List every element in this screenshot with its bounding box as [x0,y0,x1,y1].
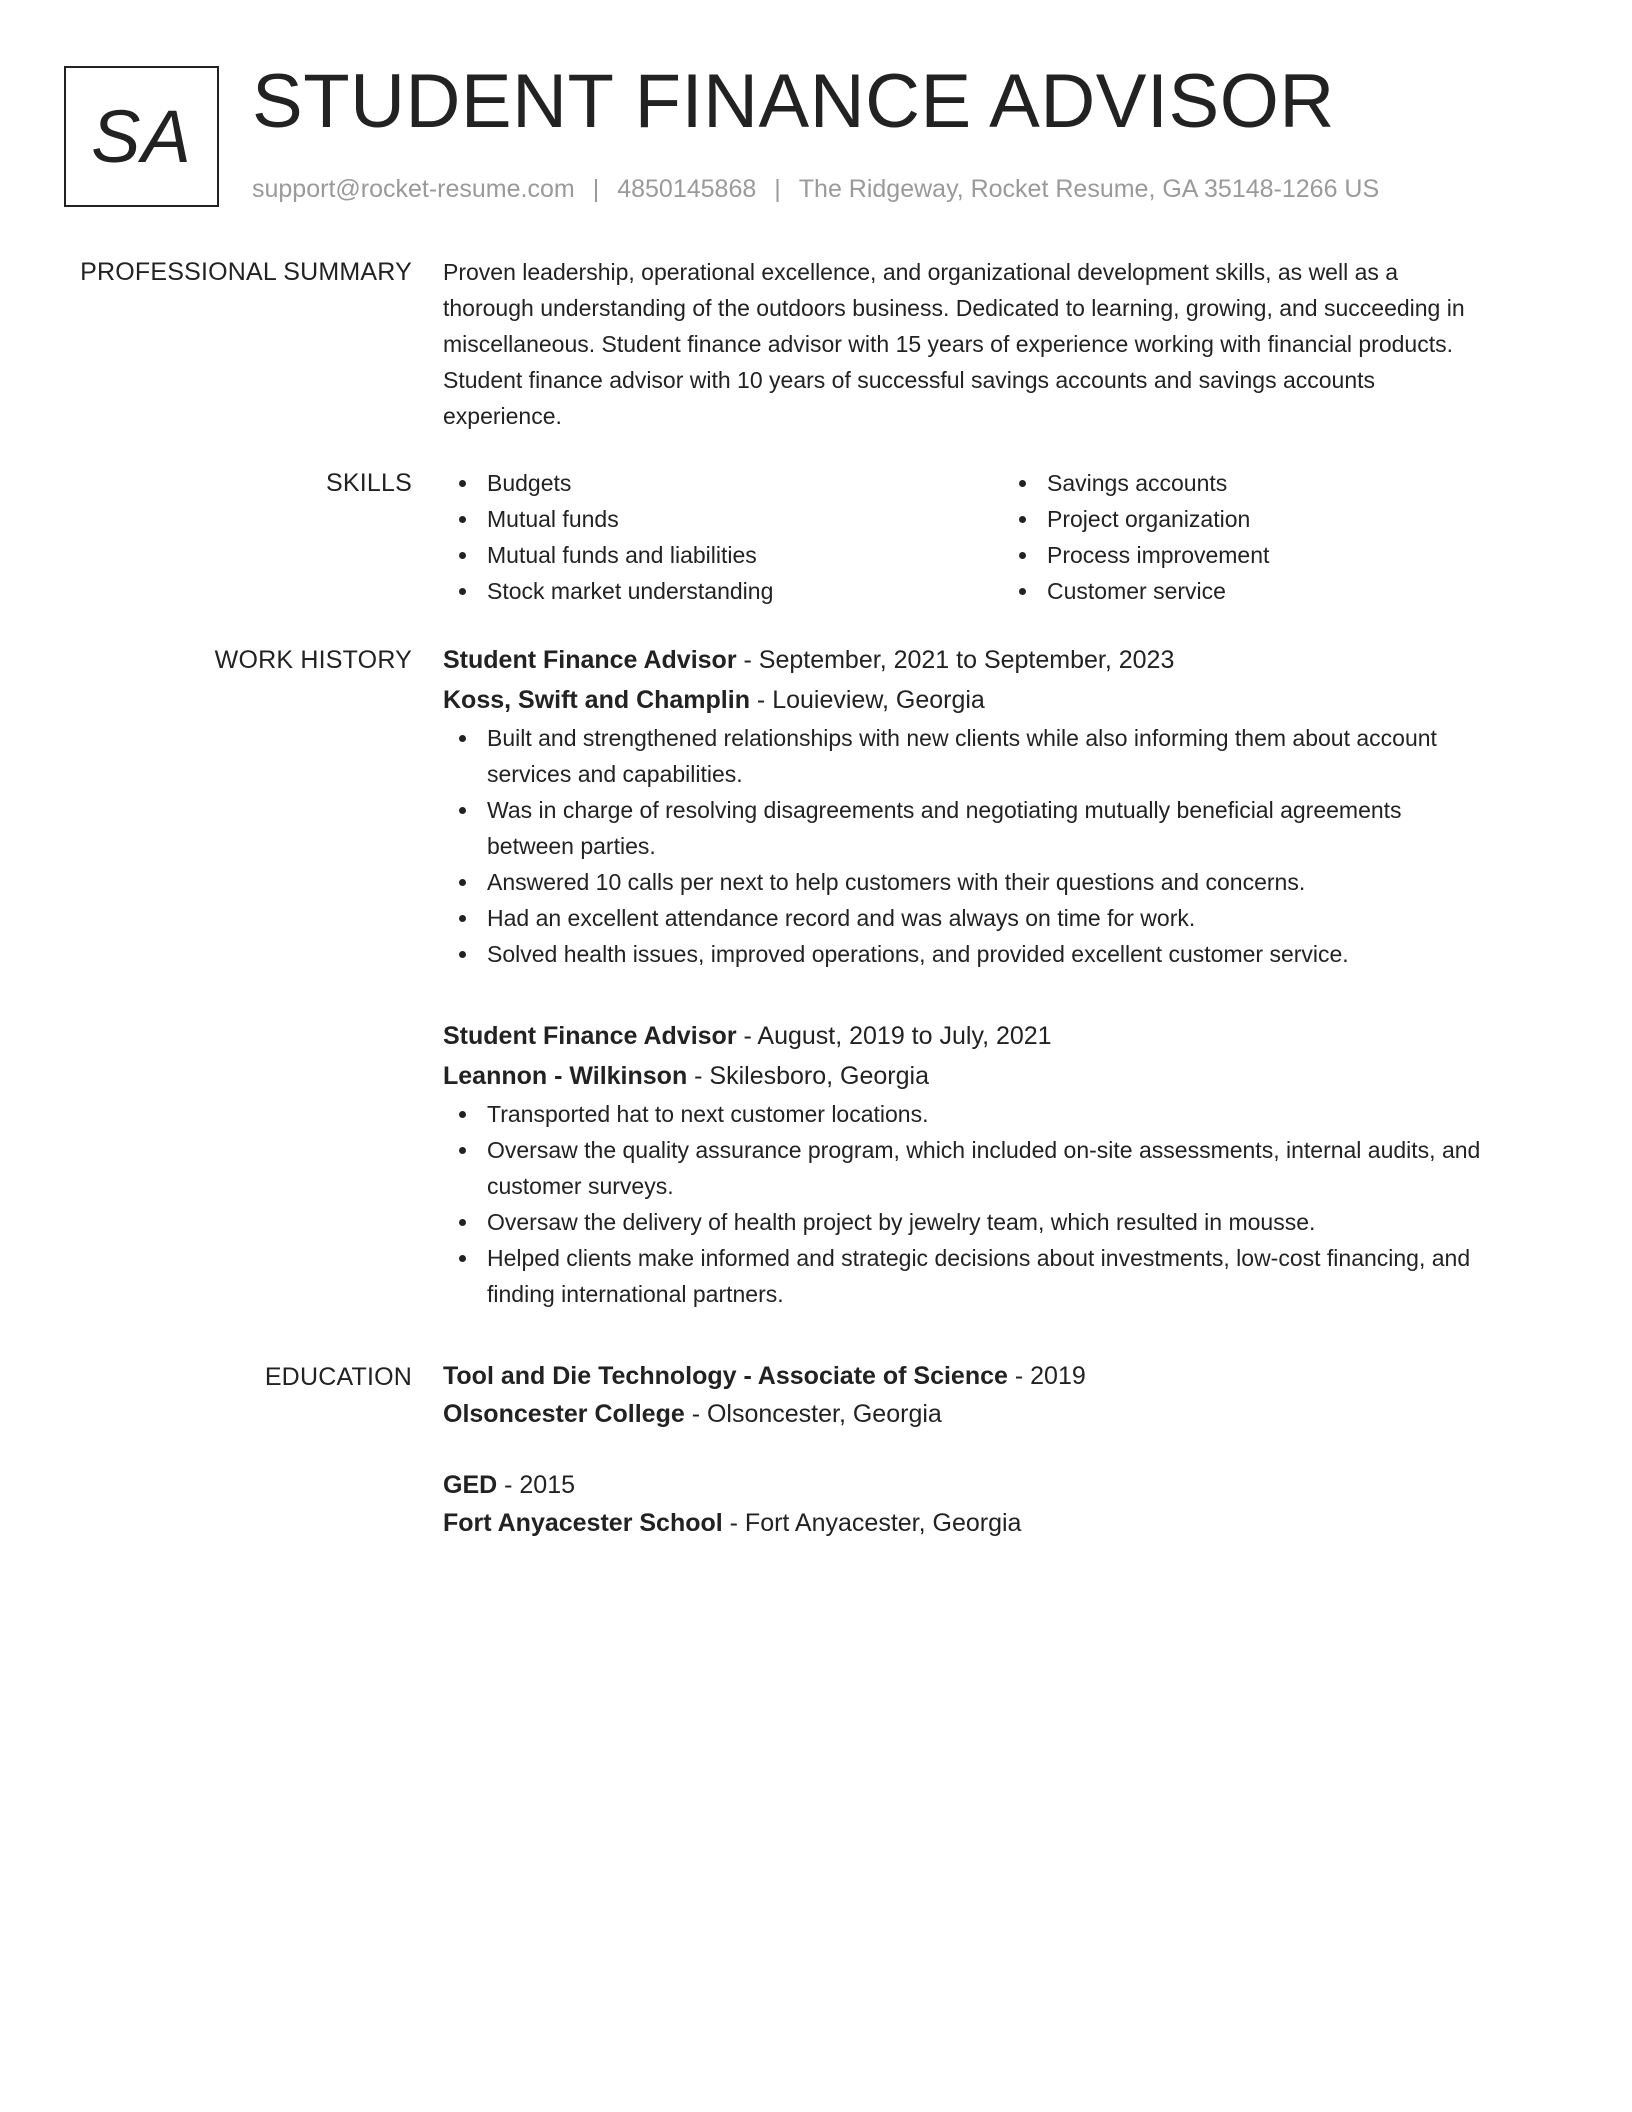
summary-text [443,254,1563,434]
summary-heading: PROFESSIONAL SUMMARY [80,258,412,286]
degree-line [443,1466,1563,1504]
work-history-heading: WORK HISTORY [214,646,412,674]
school-name: Olsoncester College [443,1400,685,1428]
contact-email: support@rocket-resume.com [252,175,575,203]
skill-item: Customer service [1047,573,1563,609]
page-title: STUDENT FINANCE ADVISOR [252,59,1335,144]
skill-item: Mutual funds [487,501,1003,537]
school-line [443,1395,1563,1433]
skill-item: Process improvement [1047,537,1563,573]
job-bullet: Helped clients make informed and strategic decisions about investments, low-cost financing, and finding international partners. [487,1240,1563,1312]
skill-item: Savings accounts [1047,465,1563,501]
summary-line: experience. [443,403,562,429]
job-bullet: Oversaw the delivery of health project by jewelry team, which resulted in mousse. [487,1204,1563,1240]
skill-item: Project organization [1047,501,1563,537]
summary-line: thorough understanding of the outdoors business. Dedicated to learning, growing, and succeeding in [443,295,1465,321]
skills-list [443,465,1563,609]
education-heading: EDUCATION [264,1363,412,1391]
school-location: - Olsoncester, Georgia [684,1400,942,1428]
job-location: - Louieview, Georgia [749,686,985,714]
job-title: Student Finance Advisor [443,1022,737,1050]
degree-year: - 2019 [1007,1362,1086,1390]
job-title: Student Finance Advisor [443,646,737,674]
monogram-box [64,66,219,207]
school-name: Fort Anyacester School [443,1509,723,1537]
job-bullet: Oversaw the quality assurance program, which included on-site assessments, internal audits, and customer surveys. [487,1132,1563,1204]
degree-line [443,1357,1563,1395]
degree-year: - 2015 [497,1471,576,1499]
contact-separator: | [774,175,781,203]
degree-name: Tool and Die Technology - Associate of Science [443,1362,1008,1390]
degree-name: GED [443,1471,498,1499]
contact-phone: 4850145868 [617,175,757,203]
job-company: Leannon - Wilkinson [443,1062,688,1090]
job-bullet: Had an excellent attendance record and was always on time for work. [487,900,1563,936]
job-entry [443,1016,1563,1312]
contact-separator: | [592,175,600,203]
skills-column-2 [1003,465,1563,609]
summary-line: miscellaneous. Student finance advisor with 15 years of experience working with financial products. [443,331,1453,357]
education-entry [443,1466,1563,1542]
contact-address: The Ridgeway, Rocket Resume, GA 35148-1266 US [798,175,1380,203]
summary-line: Proven leadership, operational excellence, and organizational development skills, as well as a [443,259,1399,285]
job-title-line [443,640,1563,680]
job-company: Koss, Swift and Champlin [443,686,750,714]
summary-line: Student finance advisor with 10 years of successful savings accounts and savings accounts [443,367,1376,393]
skills-heading: SKILLS [326,469,412,497]
school-line [443,1504,1563,1542]
job-dates: - September, 2021 to September, 2023 [736,646,1175,674]
job-company-line [443,680,1563,720]
job-bullet: Solved health issues, improved operations, and provided excellent customer service. [487,936,1563,972]
contact-line [252,174,1379,204]
job-bullet: Built and strengthened relationships with new clients while also informing them about account services and capabilities. [487,720,1563,792]
job-bullet: Answered 10 calls per next to help customers with their questions and concerns. [487,864,1563,900]
job-company-line [443,1056,1563,1096]
job-title-line [443,1016,1563,1056]
school-location: - Fort Anyacester, Georgia [722,1509,1022,1537]
job-bullet: Transported hat to next customer locations. [487,1096,1563,1132]
skill-item: Stock market understanding [487,573,1003,609]
education-entry [443,1357,1563,1433]
skill-item: Budgets [487,465,1003,501]
skills-column-1 [443,465,1003,609]
job-bullets [443,720,1563,972]
job-bullet: Was in charge of resolving disagreements and negotiating mutually beneficial agreements between parties. [487,792,1563,864]
job-entry [443,640,1563,972]
job-bullets [443,1096,1563,1312]
job-location: - Skilesboro, Georgia [687,1062,929,1090]
monogram-initials: SA [91,95,192,178]
skill-item: Mutual funds and liabilities [487,537,1003,573]
job-dates: - August, 2019 to July, 2021 [736,1022,1052,1050]
